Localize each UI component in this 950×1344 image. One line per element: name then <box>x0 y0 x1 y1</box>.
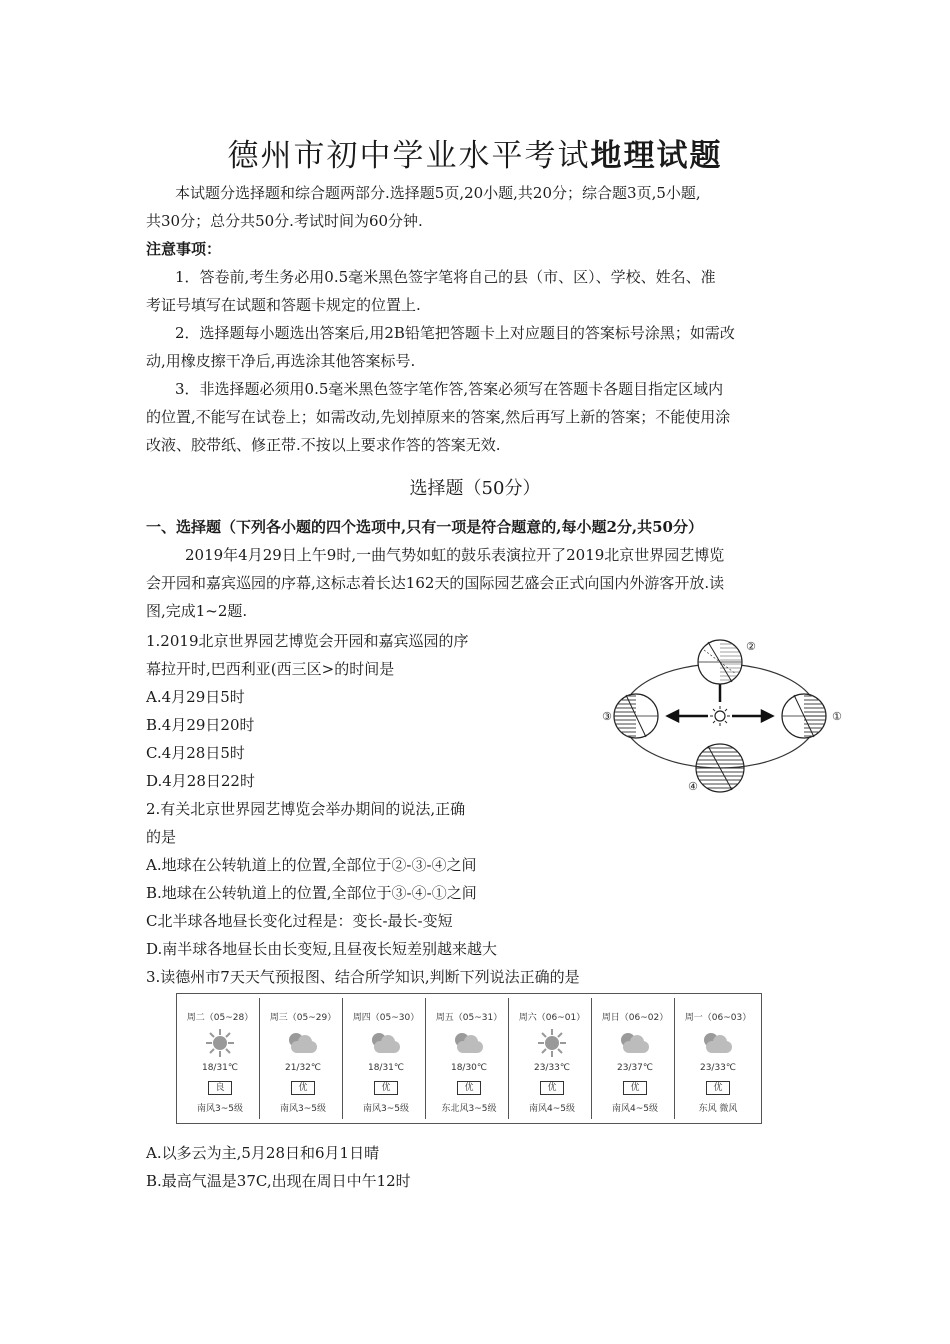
weather-temp: 23/33℃ <box>699 1063 737 1073</box>
weather-forecast-panel <box>176 993 762 1124</box>
weather-aqi-badge: 优 <box>623 1081 646 1095</box>
weather-date: 周六（06~01） <box>518 1013 586 1023</box>
earth-position-3 <box>614 694 658 738</box>
passage-line-3: 图,完成1~2题. <box>146 602 248 620</box>
weather-date: 周一（06~03） <box>684 1013 752 1023</box>
sunny-icon <box>532 1031 572 1057</box>
q3-stem: 3.读德州市7天天气预报图、结合所学知识,判断下列说法正确的是 <box>146 968 580 986</box>
weather-temp: 21/32℃ <box>284 1063 322 1073</box>
weather-wind: 南风3~5级 <box>363 1104 409 1114</box>
intro-line-2: 共30分；总分共50分.考试时间为60分钟. <box>146 212 423 230</box>
weather-wind: 南风3~5级 <box>197 1104 243 1114</box>
sun-icon <box>710 706 730 726</box>
notice-1-line-2: 考证号填写在试题和答题卡规定的位置上. <box>146 296 421 314</box>
earth-orbit-diagram <box>596 630 846 800</box>
earth-position-4 <box>696 744 744 792</box>
weather-wind: 东北风3~5级 <box>441 1104 497 1114</box>
weather-wind: 南风3~5级 <box>280 1104 326 1114</box>
weather-temp: 18/30℃ <box>450 1063 488 1073</box>
weather-wind: 东风 微风 <box>698 1104 738 1114</box>
passage-line-1: 2019年4月29日上午9时,一曲气势如虹的鼓乐表演拉开了2019北京世界园艺博览 <box>185 546 725 564</box>
weather-date: 周四（05~30） <box>352 1013 420 1023</box>
weather-date: 周日（06~02） <box>601 1013 669 1023</box>
weather-temp: 23/33℃ <box>533 1063 571 1073</box>
notice-2-line-1: 2．选择题每小题选出答案后,用2B铅笔把答题卡上对应题目的答案标号涂黑；如需改 <box>175 324 735 342</box>
q2-stem-1: 2.有关北京世界园艺博览会举办期间的说法,正确 <box>146 800 466 818</box>
weather-temp: 18/31℃ <box>201 1063 239 1073</box>
weather-aqi-badge: 优 <box>457 1081 480 1095</box>
weather-wind: 南风4~5级 <box>529 1104 575 1114</box>
weather-aqi-badge: 优 <box>706 1081 729 1095</box>
q1-option-a: A.4月29日5时 <box>146 688 245 706</box>
orbit-label-3: ③ <box>602 710 612 723</box>
q1-option-b: B.4月29日20时 <box>146 716 255 734</box>
q1-stem-2: 幕拉开时,巴西利亚(西三区>的时间是 <box>146 660 395 678</box>
passage-line-2: 会开园和嘉宾巡园的序幕,这标志着长达162天的国际园艺盛会正式向国内外游客开放.读 <box>146 574 725 592</box>
sunny-icon <box>200 1031 240 1057</box>
weather-temp: 23/37℃ <box>616 1063 654 1073</box>
weather-day <box>430 998 509 1119</box>
notice-3-line-3: 改液、胶带纸、修正带.不按以上要求作答的答案无效. <box>146 436 501 454</box>
weather-date: 周五（05~31） <box>435 1013 503 1023</box>
earth-position-1 <box>782 694 826 738</box>
notice-2-line-2: 动,用橡皮擦干净后,再选涂其他答案标号. <box>146 352 416 370</box>
weather-day <box>347 998 426 1119</box>
weather-day <box>596 998 675 1119</box>
weather-date: 周二（05~28） <box>186 1013 254 1023</box>
weather-day <box>181 998 260 1119</box>
weather-aqi-badge: 优 <box>291 1081 314 1095</box>
notice-1-line-1: 1．答卷前,考生务必用0.5毫米黑色签字笔将自己的县（市、区）、学校、姓名、准 <box>175 268 716 286</box>
partly-cloudy-icon <box>449 1031 489 1057</box>
weather-aqi-badge: 良 <box>208 1081 231 1095</box>
weather-aqi-badge: 优 <box>374 1081 397 1095</box>
q2-option-c: C北半球各地昼长变化过程是：变长-最长-变短 <box>146 912 453 930</box>
weather-day <box>264 998 343 1119</box>
section-title: 选择题（50分） <box>409 478 541 499</box>
weather-aqi-badge: 优 <box>540 1081 563 1095</box>
orbit-label-2: ② <box>746 640 756 653</box>
partly-cloudy-icon <box>698 1031 738 1057</box>
orbit-label-4: ④ <box>688 780 698 793</box>
q2-stem-2: 的是 <box>146 828 177 846</box>
q1-option-d: D.4月28日22时 <box>146 772 255 790</box>
q3-option-b: B.最高气温是37C,出现在周日中午12时 <box>146 1172 411 1190</box>
weather-day <box>679 998 757 1119</box>
page-title: 德州市初中学业水平考试地理试题 <box>227 138 723 174</box>
partly-cloudy-icon <box>615 1031 655 1057</box>
part1-heading: 一、选择题（下列各小题的四个选项中,只有一项是符合题意的,每小题2分,共50分） <box>146 518 703 536</box>
weather-wind: 南风4~5级 <box>612 1104 658 1114</box>
notice-heading: 注意事项： <box>146 240 222 258</box>
partly-cloudy-icon <box>283 1031 323 1057</box>
weather-temp: 18/31℃ <box>367 1063 405 1073</box>
weather-day <box>513 998 592 1119</box>
q1-stem-1: 1.2019北京世界园艺博览会开园和嘉宾巡园的序 <box>146 632 469 650</box>
notice-3-line-1: 3．非选择题必须用0.5毫米黑色签字笔作答,答案必须写在答题卡各题目指定区域内 <box>175 380 724 398</box>
q1-option-c: C.4月28日5时 <box>146 744 245 762</box>
q3-option-a: A.以多云为主,5月28日和6月1日晴 <box>146 1144 380 1162</box>
intro-line-1: 本试题分选择题和综合题两部分.选择题5页,20小题,共20分；综合题3页,5小题, <box>175 184 701 202</box>
q2-option-d: D.南半球各地昼长由长变短,且昼夜长短差别越来越大 <box>146 940 498 958</box>
earth-position-2 <box>698 640 742 684</box>
orbit-label-1: ① <box>832 710 842 723</box>
q2-option-a: A.地球在公转轨道上的位置,全部位于②-③-④之间 <box>146 856 477 874</box>
notice-3-line-2: 的位置,不能写在试卷上；如需改动,先划掉原来的答案,然后再写上新的答案；不能使用涂 <box>146 408 731 426</box>
q2-option-b: B.地球在公转轨道上的位置,全部位于③-④-①之间 <box>146 884 477 902</box>
weather-date: 周三（05~29） <box>269 1013 337 1023</box>
partly-cloudy-icon <box>366 1031 406 1057</box>
